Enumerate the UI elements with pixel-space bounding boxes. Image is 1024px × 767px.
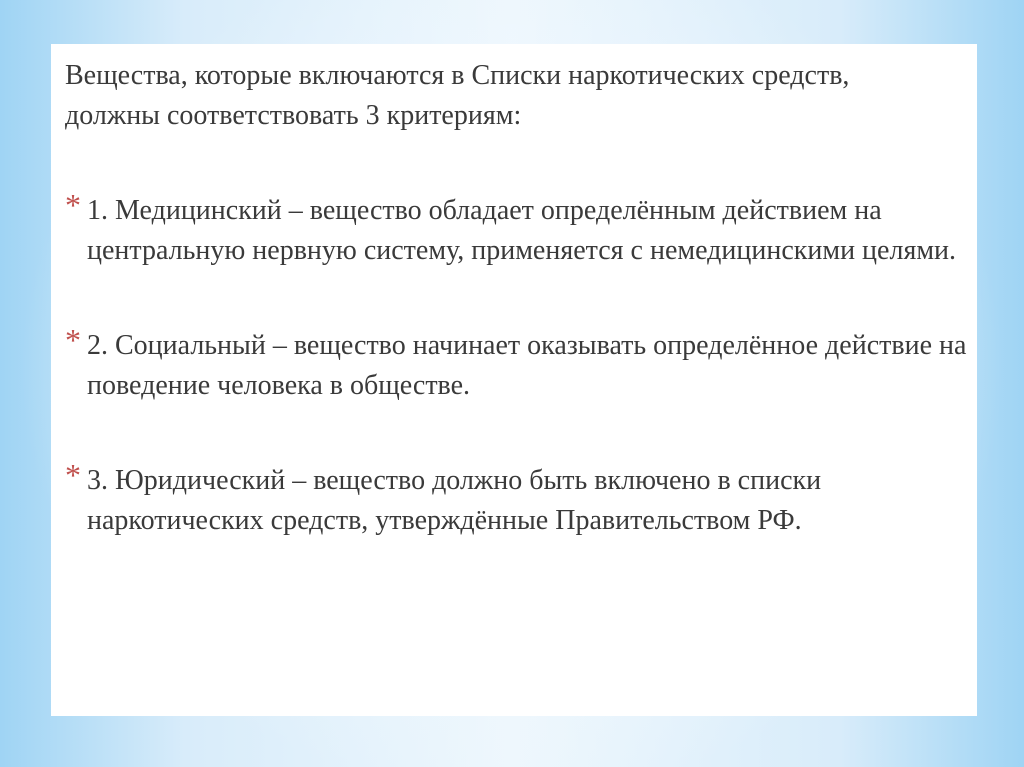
criteria-text: 2. Социальный – вещество начинает оказывать определённое действие на поведение человека в обществе. xyxy=(87,330,967,401)
asterisk-bullet-icon: * xyxy=(65,187,81,223)
asterisk-bullet-icon: * xyxy=(65,322,81,358)
intro-paragraph: Вещества, которые включаются в Списки наркотических средств, должны соответствовать 3 критериям: xyxy=(65,60,850,131)
criteria-item-legal xyxy=(65,457,967,541)
criteria-text: 1. Медицинский – вещество обладает определённым действием на центральную нервную систему, применяется с немедицинскими целями. xyxy=(87,195,957,266)
criteria-item-social xyxy=(65,322,967,406)
criteria-item-medical xyxy=(65,187,967,271)
slide-content-panel xyxy=(51,44,977,716)
asterisk-bullet-icon: * xyxy=(65,457,81,493)
criteria-text: 3. Юридический – вещество должно быть включено в списки наркотических средств, утверждённые Правительством РФ. xyxy=(87,465,822,536)
